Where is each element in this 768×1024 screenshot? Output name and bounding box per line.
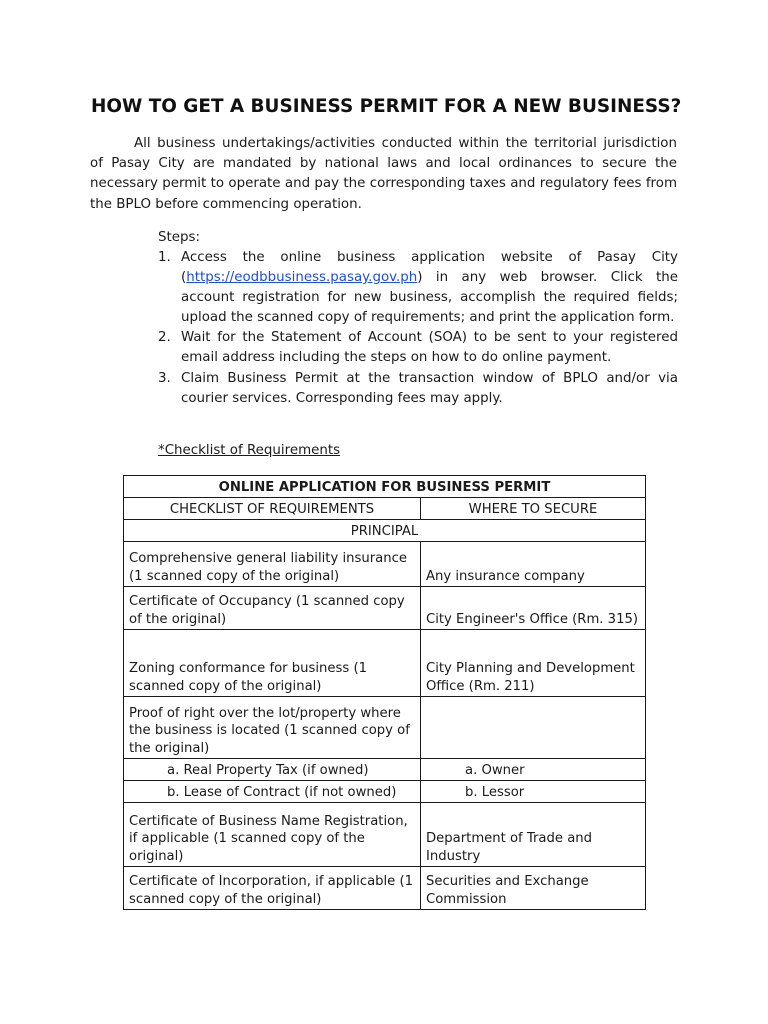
intro-text: All business undertakings/activities conducted within the territorial jurisdiction of Pasay City are mandated by national laws and local ordinances to secure the necessary permit to operate and pay the corresponding taxes and regulatory fees from the BPLO before commencing operation. bbox=[90, 136, 677, 212]
step-item-1 bbox=[158, 248, 678, 328]
step-number: 3. bbox=[158, 370, 171, 386]
requirement-cell: Comprehensive general liability insurance (1 scanned copy of the original) bbox=[124, 542, 421, 587]
table-row bbox=[124, 781, 646, 803]
requirement-cell: b. Lease of Contract (if not owned) bbox=[124, 781, 421, 803]
column-header-where: WHERE TO SECURE bbox=[421, 498, 646, 520]
requirements-table bbox=[123, 475, 646, 910]
section-principal: PRINCIPAL bbox=[124, 520, 646, 542]
steps-label: Steps: bbox=[158, 230, 200, 245]
where-cell: Any insurance company bbox=[421, 542, 646, 587]
table-row bbox=[124, 759, 646, 781]
table-row bbox=[124, 587, 646, 630]
where-cell bbox=[421, 697, 646, 759]
steps-list bbox=[158, 248, 678, 409]
table-row bbox=[124, 697, 646, 759]
step-item-3 bbox=[158, 369, 678, 409]
where-cell: Securities and Exchange Commission bbox=[421, 867, 646, 910]
step-text: ) in any web browser. Click the account registration for new business, accomplish the required fields; upload the scanned copy of requirements; and print the application form. bbox=[181, 270, 678, 326]
requirement-cell: Zoning conformance for business (1 scanned copy of the original) bbox=[124, 630, 421, 697]
table-row bbox=[124, 630, 646, 697]
column-header-requirements: CHECKLIST OF REQUIREMENTS bbox=[124, 498, 421, 520]
page-title: HOW TO GET A BUSINESS PERMIT FOR A NEW BUSINESS? bbox=[91, 96, 682, 117]
requirement-cell: Certificate of Occupancy (1 scanned copy of the original) bbox=[124, 587, 421, 630]
step-item-2 bbox=[158, 328, 678, 368]
step-text: Claim Business Permit at the transaction window of BPLO and/or via courier services. Corresponding fees may apply. bbox=[181, 370, 678, 406]
step-number: 2. bbox=[158, 330, 171, 346]
section-row bbox=[124, 520, 646, 542]
table-row bbox=[124, 542, 646, 587]
requirement-cell: Proof of right over the lot/property where the business is located (1 scanned copy of the original) bbox=[124, 697, 421, 759]
step-number: 1. bbox=[158, 250, 171, 265]
table-header-row bbox=[124, 498, 646, 520]
website-link[interactable]: https://eodbbusiness.pasay.gov.ph bbox=[186, 270, 418, 286]
requirement-cell: Certificate of Business Name Registration, if applicable (1 scanned copy of the original) bbox=[124, 803, 421, 867]
where-cell: a. Owner bbox=[421, 759, 646, 781]
table-title-row bbox=[124, 476, 646, 498]
requirement-cell: Certificate of Incorporation, if applicable (1 scanned copy of the original) bbox=[124, 867, 421, 910]
intro-paragraph bbox=[90, 134, 677, 215]
step-text: Wait for the Statement of Account (SOA) to be sent to your registered email address including the steps on how to do online payment. bbox=[181, 330, 678, 366]
requirement-cell: a. Real Property Tax (if owned) bbox=[124, 759, 421, 781]
where-cell: Department of Trade and Industry bbox=[421, 803, 646, 867]
checklist-heading: *Checklist of Requirements bbox=[158, 443, 341, 458]
table-title: ONLINE APPLICATION FOR BUSINESS PERMIT bbox=[124, 476, 646, 498]
table-row bbox=[124, 867, 646, 910]
step-text: Access the online business application website of Pasay City ( bbox=[181, 250, 678, 286]
table-row bbox=[124, 803, 646, 867]
where-cell: City Planning and Development Office (Rm. 211) bbox=[421, 630, 646, 697]
where-cell: City Engineer's Office (Rm. 315) bbox=[421, 587, 646, 630]
where-cell: b. Lessor bbox=[421, 781, 646, 803]
